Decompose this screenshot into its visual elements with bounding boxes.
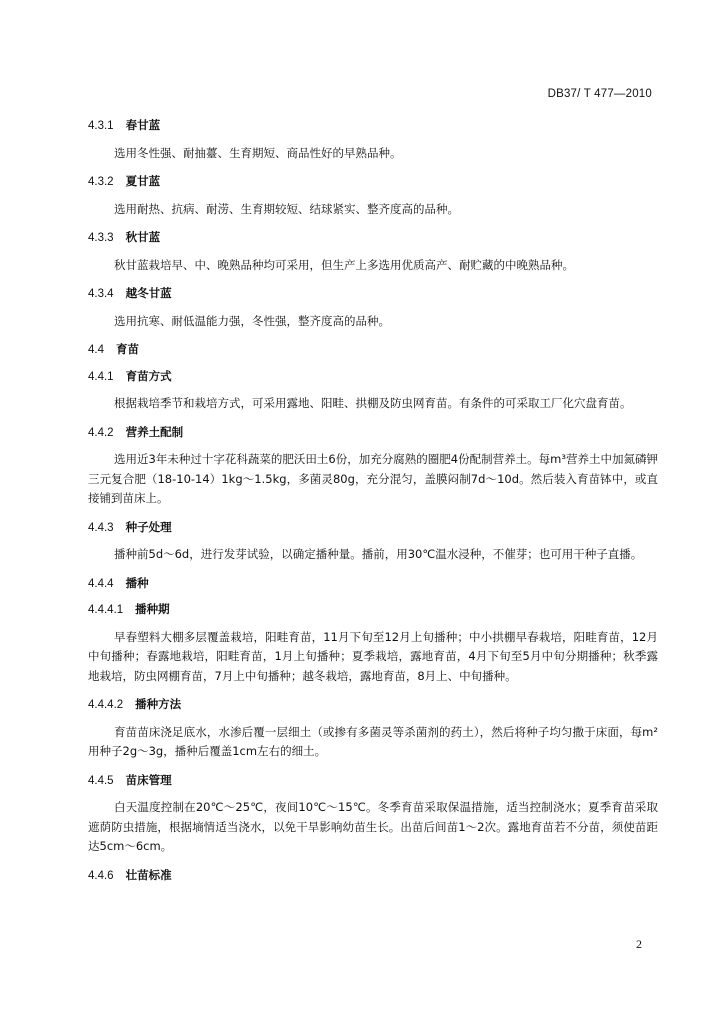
section-paragraph: 选用近3年未种过十字花科蔬菜的肥沃田土6份，加充分腐熟的圈肥4份配制营养土。每m³营养土中加氮磷钾三元复合肥（18-10-14）1kg～1.5kg，多菌灵80g，充分混匀，盖膜闷制7d～10d。然后装入育苗钵中，或直接铺到苗床上。	[88, 452, 658, 505]
section-title: 播种方法	[135, 697, 182, 711]
section-heading-4-3-4	[88, 285, 658, 312]
section-number: 4.4.5	[88, 774, 114, 787]
section-paragraph: 育苗苗床浇足底水，水渗后覆一层细土（或掺有多菌灵等杀菌剂的药土），然后将种子均匀撒于床面，每m²用种子2g～3g，播种后覆盖1cm左右的细土。	[88, 724, 658, 758]
section-number: 4.3.1	[88, 120, 114, 132]
section-number: 4.4.4.1	[88, 604, 124, 616]
section-heading-4-3-2	[88, 173, 658, 200]
section-title: 壮苗标准	[125, 867, 172, 882]
section-heading-4-4-1	[88, 368, 658, 395]
section-heading-4-4	[88, 341, 658, 368]
section-paragraph: 选用抗寒、耐低温能力强，冬性强，整齐度高的品种。	[114, 313, 390, 328]
section-heading-4-4-5	[88, 772, 658, 799]
section-title: 苗床管理	[125, 772, 172, 787]
section-title: 夏甘蓝	[125, 174, 161, 188]
section-title: 育苗	[116, 342, 139, 356]
section-paragraph: 选用冬性强、耐抽薹、生育期短、商品性好的早熟品种。	[114, 145, 402, 160]
section-heading-4-3-3	[88, 229, 658, 256]
section-title: 春甘蓝	[125, 118, 161, 132]
section-heading-4-4-6	[88, 867, 658, 894]
section-number: 4.4.3	[88, 521, 114, 534]
section-number: 4.3.4	[88, 288, 114, 300]
document-code: DB37/ T 477—2010	[547, 88, 652, 100]
section-heading-4-3-1	[88, 117, 658, 144]
section-paragraph: 早春塑料大棚多层覆盖栽培，阳畦育苗，11月下旬至12月上旬播种；中小拱棚早春栽培，阳畦育苗，12月中旬播种；春露地栽培，阳畦育苗，1月上旬播种；夏季栽培，露地育苗，4月下旬至5月中旬分期播种；秋季露地栽培，防虫网棚育苗，7月上中旬播种；越冬栽培，露地育苗，8月上、中旬播种。	[88, 629, 658, 683]
section-number: 4.4.1	[88, 370, 114, 383]
section-paragraph: 秋甘蓝栽培早、中、晚熟品种均可采用，但生产上多选用优质高产、耐贮藏的中晚熟品种。	[114, 257, 574, 272]
section-heading-4-4-2	[88, 424, 658, 451]
section-number: 4.3.3	[88, 232, 114, 244]
section-paragraph: 播种前5d～6d，进行发芽试验，以确定播种量。播前，用30℃温水浸种，不催芽；也可用干种子直播。	[114, 547, 643, 561]
section-heading-4-4-4	[88, 575, 658, 602]
section-number: 4.4.6	[88, 869, 114, 882]
section-paragraph: 根据栽培季节和栽培方式，可采用露地、阳畦、拱棚及防虫网育苗。有条件的可采取工厂化穴盘育苗。	[114, 396, 632, 410]
document-body	[88, 117, 658, 893]
section-title: 播种期	[135, 602, 170, 616]
section-paragraph: 白天温度控制在20℃～25℃，夜间10℃～15℃。冬季育苗采取保温措施，适当控制浇水；夏季育苗采取遮荫防虫措施，根据墒情适当浇水，以免干旱影响幼苗生长。出苗后间苗1～2次。露地育苗若不分苗，须使苗距达5cm～6cm。	[88, 800, 658, 853]
section-title: 育苗方式	[125, 368, 172, 383]
section-number: 4.4.2	[88, 426, 114, 439]
section-number: 4.4	[88, 344, 104, 356]
section-number: 4.4.4.2	[88, 699, 124, 711]
section-title: 秋甘蓝	[125, 230, 161, 244]
section-number: 4.4.4	[88, 577, 114, 590]
section-heading-4-4-4-1	[88, 601, 658, 628]
section-title: 种子处理	[125, 519, 172, 534]
section-title: 营养土配制	[125, 424, 184, 439]
section-paragraph: 选用耐热、抗病、耐涝、生育期较短、结球紧实、整齐度高的品种。	[114, 201, 459, 216]
section-number: 4.3.2	[88, 176, 114, 188]
section-heading-4-4-4-2	[88, 696, 658, 723]
section-title: 越冬甘蓝	[125, 286, 172, 300]
section-title: 播种	[125, 575, 149, 590]
page-number: 2	[636, 937, 642, 951]
section-heading-4-4-3	[88, 519, 658, 546]
